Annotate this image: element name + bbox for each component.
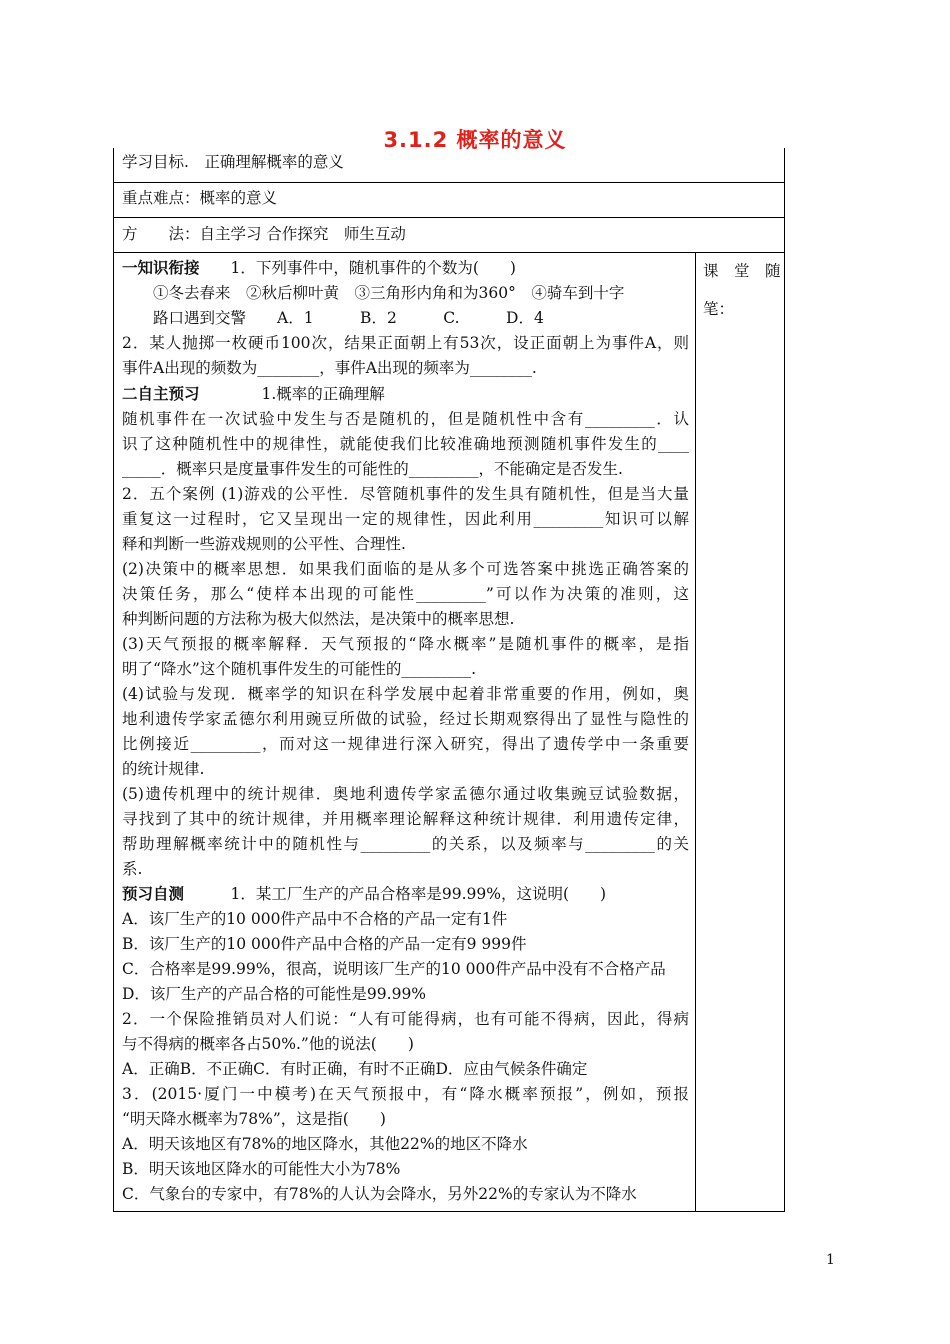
text-line <box>122 1134 689 1154</box>
text-line <box>122 434 689 454</box>
line-text: (4)试验与发现．概率学的知识在科学发展中起着非常重要的作用，例如，奥 <box>122 685 689 703</box>
line-text: 的统计规律. <box>122 760 205 778</box>
text-line <box>122 584 689 604</box>
line-text: “明天降水概率为78%”，这是指( ) <box>122 1110 386 1128</box>
line-text: (2)决策中的概率思想．如果我们面临的是从多个可选答案中挑选正确答案的 <box>122 560 689 578</box>
line-text: (5)遗传机理中的统计规律．奥地利遗传学家孟德尔通过收集豌豆试验数据， <box>122 785 689 803</box>
text-line <box>122 859 689 879</box>
main-content-cell <box>114 253 696 1211</box>
text-line <box>122 384 689 404</box>
text-line <box>122 1034 689 1054</box>
text-line <box>122 834 689 854</box>
method-row: 方 法：自主学习 合作探究 师生互动 <box>114 218 784 253</box>
text-line <box>122 1059 689 1079</box>
text-line <box>122 759 689 779</box>
line-text: C．合格率是99.99%，很高，说明该厂生产的10 000件产品中没有不合格产品 <box>122 960 666 978</box>
line-text: 比例接近_________，而对这一规律进行深入研究，得出了遗传学中一条重要 <box>122 735 689 753</box>
text-line <box>122 459 689 479</box>
text-line <box>122 534 689 554</box>
text-line <box>122 333 689 353</box>
text-line <box>122 884 689 904</box>
line-text: 系. <box>122 860 143 878</box>
text-line <box>122 308 689 328</box>
section-heading: 预习自测 <box>122 885 185 903</box>
section-heading: 一知识衔接 <box>122 259 200 277</box>
text-line <box>122 959 689 979</box>
section-heading: 二自主预习 <box>122 385 200 403</box>
key-points-row: 重点难点：概率的意义 <box>114 183 784 218</box>
line-text: 3．(2015·厦门一中模考)在天气预报中，有“降水概率预报”，例如，预报 <box>122 1085 689 1103</box>
line-text: A．该厂生产的10 000件产品中不合格的产品一定有1件 <box>122 910 508 928</box>
text-line <box>122 1159 689 1179</box>
line-text: ①冬去春来 ②秋后柳叶黄 ③三角形内角和为360° ④骑车到十字 <box>122 284 625 302</box>
text-line <box>122 484 689 504</box>
line-text: 帮助理解概率统计中的随机性与_________的关系，以及频率与_________的关 <box>122 835 689 853</box>
line-text: 释和判断一些游戏规则的公平性、合理性. <box>122 535 406 553</box>
text-line <box>122 659 689 679</box>
text-line <box>122 258 689 278</box>
line-text: 事件A出现的频数为________，事件A出现的频率为________. <box>122 359 537 377</box>
text-line <box>122 509 689 529</box>
text-line <box>122 409 689 429</box>
learning-goal-row: 学习目标. 正确理解概率的意义 <box>114 148 784 183</box>
text-line <box>122 559 689 579</box>
line-text: 识了这种随机性中的规律性，就能使我们比较准确地预测随机事件发生的____ <box>122 435 689 453</box>
notes-label-line1: 课 堂 随 <box>703 262 781 280</box>
line-text: B．该厂生产的10 000件产品中合格的产品一定有9 999件 <box>122 935 527 953</box>
line-text: 2．一个保险推销员对人们说：“人有可能得病，也有可能不得病，因此，得病 <box>122 1010 689 1028</box>
line-text: 2．五个案例 (1)游戏的公平性．尽管随机事件的发生具有随机性，但是当大量 <box>122 485 689 503</box>
line-text: (3)天气预报的概率解释．天气预报的“降水概率”是随机事件的概率，是指 <box>122 635 689 653</box>
line-text: 地利遗传学家孟德尔利用豌豆所做的试验，经过长期观察得出了显性与隐性的 <box>122 710 689 728</box>
text-line <box>122 809 689 829</box>
page-number: 1 <box>826 1252 835 1268</box>
text-line <box>122 1009 689 1029</box>
line-text: 1.概率的正确理解 <box>199 385 385 403</box>
line-text: 明了“降水”这个随机事件发生的可能性的_________. <box>122 660 477 678</box>
text-line <box>122 1084 689 1104</box>
page-title: 3.1.2 概率的意义 <box>383 128 567 152</box>
text-line <box>122 609 689 629</box>
line-text: C．气象台的专家中，有78%的人认为会降水，另外22%的专家认为不降水 <box>122 1185 637 1203</box>
text-line <box>122 909 689 929</box>
text-line <box>122 984 689 1004</box>
text-line <box>122 1109 689 1129</box>
line-text: B．明天该地区降水的可能性大小为78% <box>122 1160 401 1178</box>
line-text: 种判断问题的方法称为极大似然法，是决策中的概率思想. <box>122 610 515 628</box>
line-text: 2．某人抛掷一枚硬币100次，结果正面朝上有53次，设正面朝上为事件A，则 <box>122 334 689 352</box>
line-text: 重复这一过程时，它又呈现出一定的规律性，因此利用_________知识可以解 <box>122 510 689 528</box>
text-line <box>122 934 689 954</box>
text-line <box>122 734 689 754</box>
line-text: _____．概率只是度量事件发生的可能性的_________，不能确定是否发生. <box>122 460 623 478</box>
line-text: 路口遇到交警 A．1 B．2 C. D．4 <box>122 309 544 327</box>
notes-label-line2: 笔： <box>703 300 735 318</box>
line-text: 决策任务，那么“使样本出现的可能性_________”可以作为决策的准则，这 <box>122 585 689 603</box>
text-line <box>122 709 689 729</box>
text-line <box>122 1184 689 1204</box>
line-text: A．正确B．不正确C．有时正确，有时不正确D．应由气候条件确定 <box>122 1060 588 1078</box>
line-text: 与不得病的概率各占50%.”他的说法( ) <box>122 1035 414 1053</box>
worksheet-table <box>113 148 785 1212</box>
line-text: 寻找到了其中的统计规律，并用概率理论解释这种统计规律．利用遗传定律， <box>122 810 689 828</box>
text-line <box>122 358 689 378</box>
text-line <box>122 784 689 804</box>
line-text: 1．某工厂生产的产品合格率是99.99%，这说明( ) <box>184 885 607 903</box>
text-line <box>122 684 689 704</box>
line-text: 1．下列事件中，随机事件的个数为( ) <box>199 259 516 277</box>
line-text: D．该厂生产的产品合格的可能性是99.99% <box>122 985 427 1003</box>
text-line <box>122 634 689 654</box>
line-text: A．明天该地区有78%的地区降水，其他22%的地区不降水 <box>122 1135 528 1153</box>
text-line <box>122 283 689 303</box>
line-text: 随机事件在一次试验中发生与否是随机的，但是随机性中含有_________．认 <box>122 410 689 428</box>
